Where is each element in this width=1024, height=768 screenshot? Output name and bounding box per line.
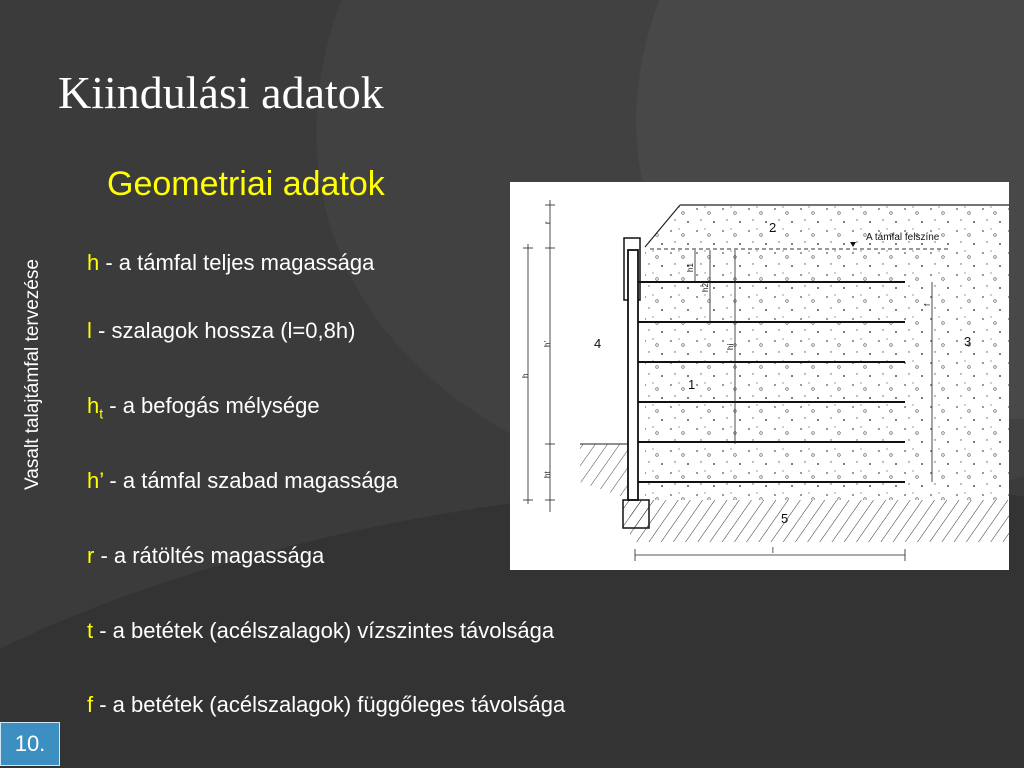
dim-h: h [521, 373, 530, 378]
definition-h-prime: h’ - a támfal szabad magassága [87, 468, 399, 493]
dim-hi: hi [726, 343, 735, 350]
dim-l: l [772, 546, 774, 555]
definition-t: t - a betétek (acélszalagok) vízszintes távolsága [87, 618, 555, 643]
dim-f: f [923, 303, 932, 306]
dim-h2: h2 [701, 283, 710, 292]
label-5: 5 [781, 511, 789, 526]
dim-h-prime: h’ [543, 340, 552, 347]
label-1: 1 [688, 377, 696, 392]
label-3: 3 [964, 334, 972, 349]
side-label: Vasalt talajtámfal tervezése [22, 259, 43, 490]
dim-h1: h1 [686, 263, 695, 272]
page-number-badge: 10. [0, 722, 60, 766]
definition-l: l - szalagok hossza (l=0,8h) [87, 318, 356, 343]
subtitle: Geometriai adatok [107, 165, 385, 203]
wall-panel [628, 250, 638, 500]
dim-ht: ht [543, 471, 552, 478]
definition-h: h - a támfal teljes magassága [87, 250, 375, 275]
definition-ht: $h_t$ - a befogás mélysége [87, 393, 320, 422]
slide-title: Kiindulási adatok [58, 67, 384, 118]
foundation-soil [630, 500, 1009, 542]
retaining-wall-diagram [510, 182, 1009, 570]
surface-label: A támfal felszíne [866, 232, 940, 243]
label-4: 4 [594, 336, 602, 351]
wall-footing [623, 500, 649, 528]
definition-r: r - a rátöltés magassága [87, 543, 325, 568]
label-2: 2 [769, 220, 777, 235]
definition-f: f - a betétek (acélszalagok) függőleges távolsága [87, 692, 566, 717]
dim-r: r [543, 221, 552, 224]
